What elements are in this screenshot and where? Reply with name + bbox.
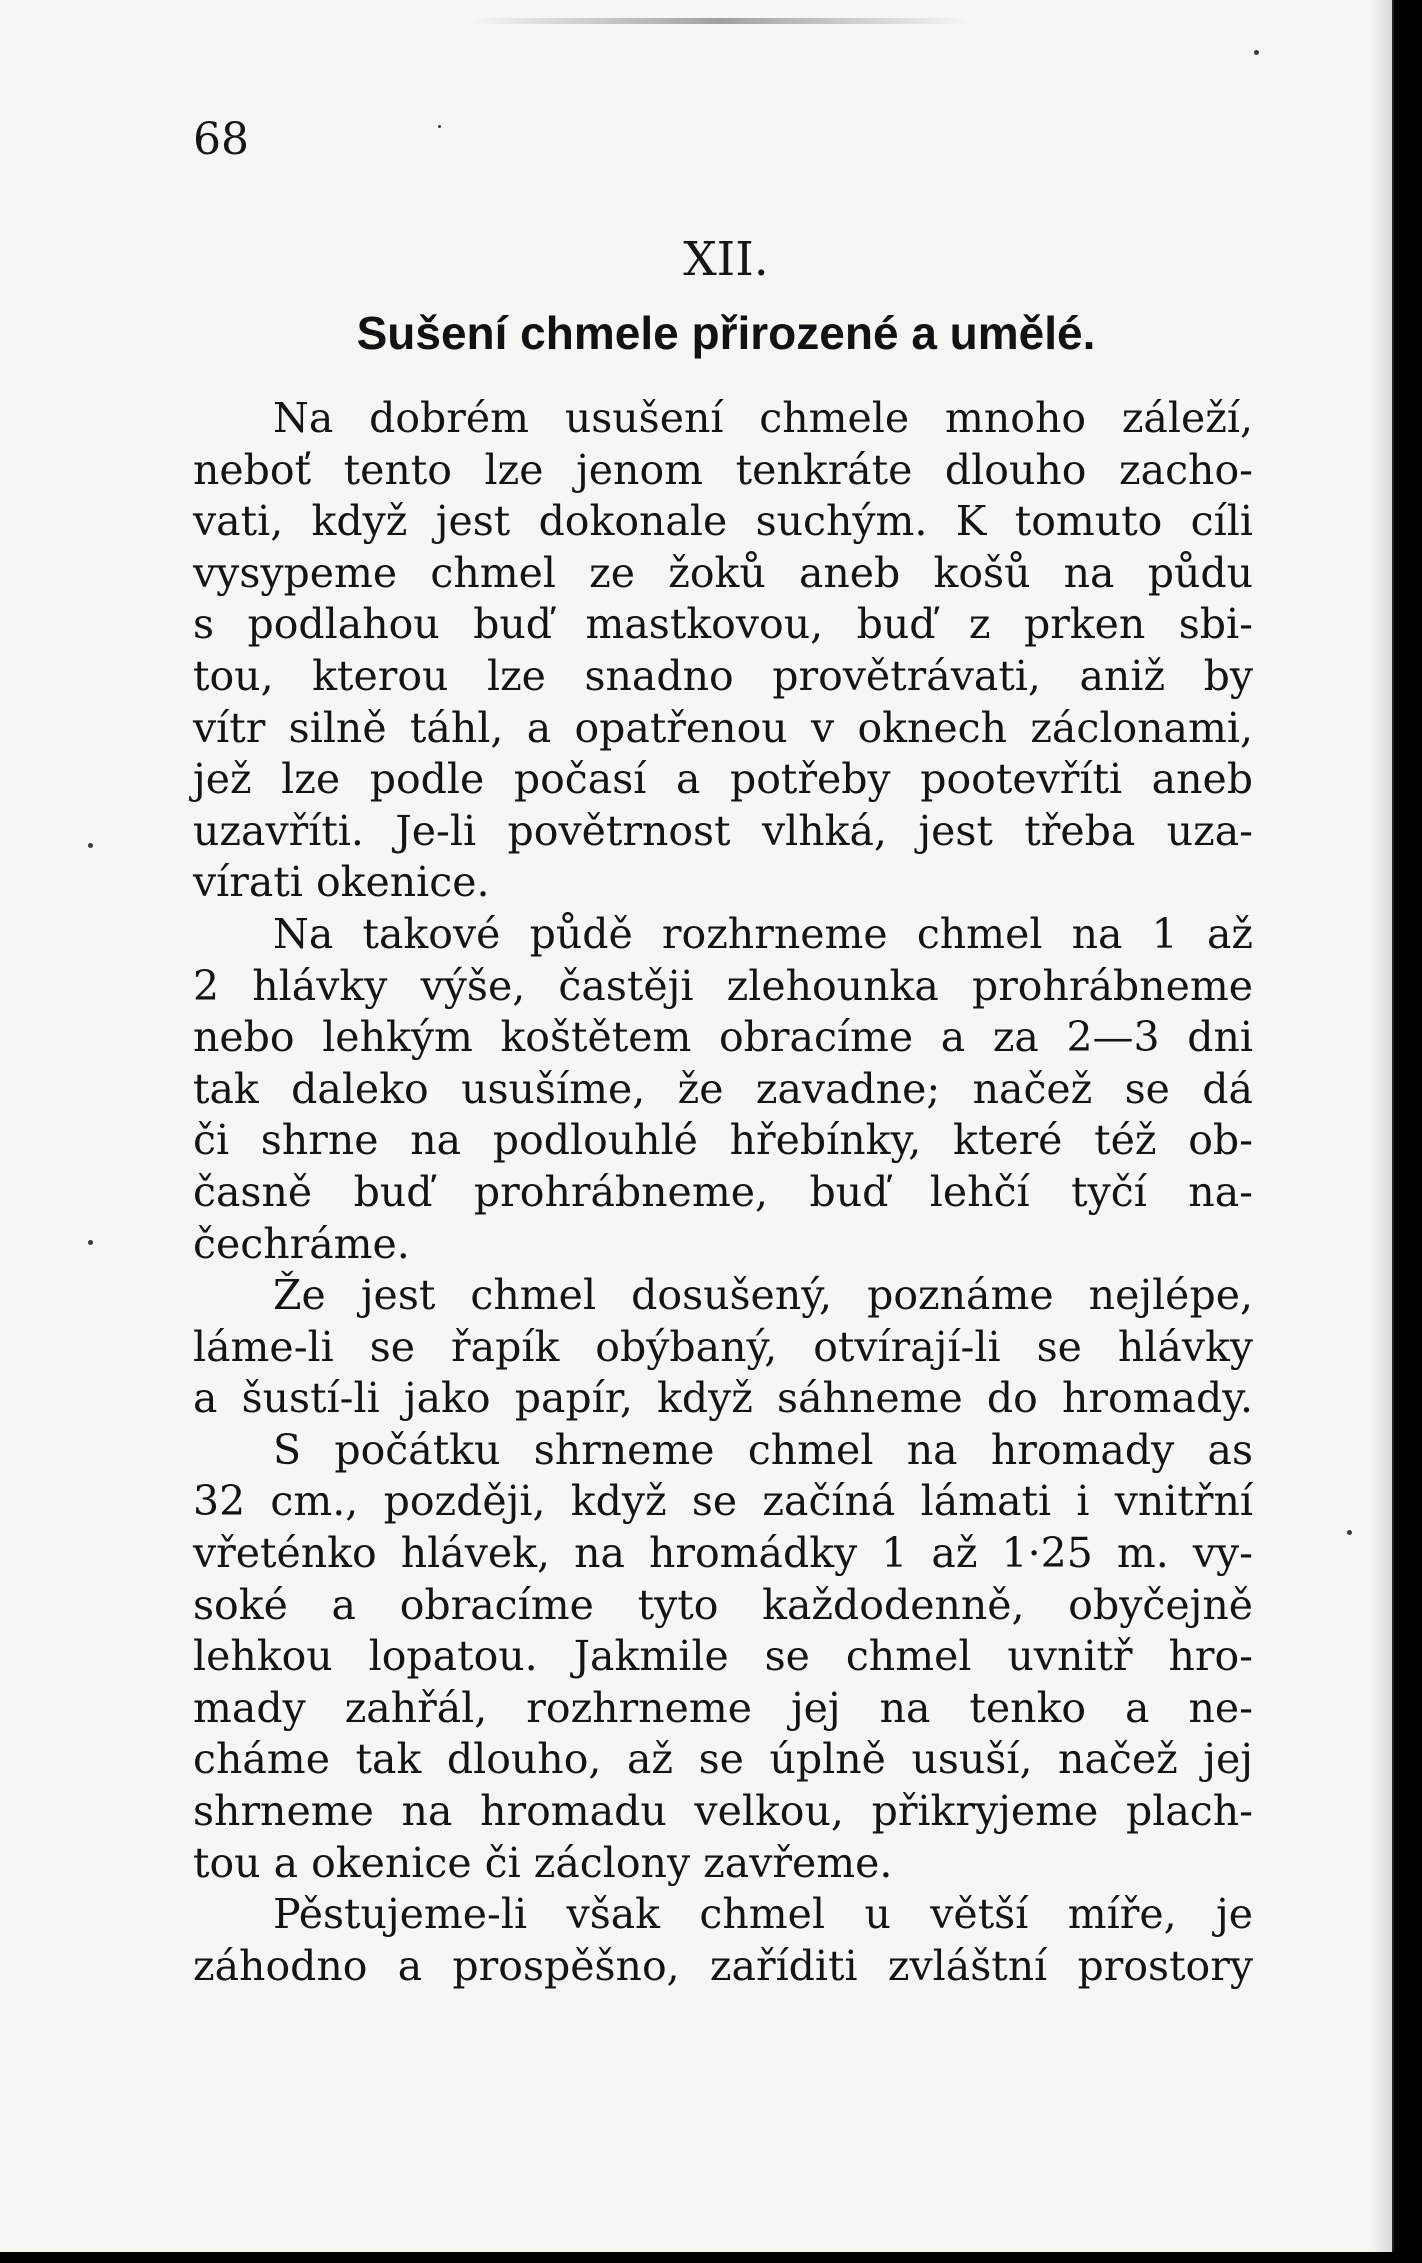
text-line: tou, kterou lze snadno provětrávati, aniž by [193, 651, 1253, 700]
text-line: záhodno a prospěšno, zaříditi zvláštní prostory [193, 1941, 1253, 1990]
text-line: tou a okenice či záclony zavřeme. [193, 1838, 893, 1887]
text-line: jež lze podle počasí a potřeby pootevříti aneb [193, 755, 1253, 804]
text-line: vysypeme chmel ze žoků aneb košů na půdu [193, 548, 1253, 597]
chapter-number: XII. [683, 232, 769, 287]
page-number: 68 [193, 114, 249, 165]
text-line: Pěstujeme-li však chmel u větší míře, je [273, 1890, 1253, 1939]
text-line: vítr silně táhl, a opatřenou v oknech záclonami, [193, 703, 1253, 752]
text-line: cháme tak dlouho, až se úplně usuší, načež jej [193, 1735, 1253, 1784]
scan-speck [1347, 1530, 1352, 1535]
text-line: tak daleko usušíme, že zavadne; načež se dá [193, 1064, 1253, 1113]
text-line: nebo lehkým koštětem obracíme a za 2—3 dni [193, 1013, 1253, 1062]
scan-speck [438, 125, 441, 128]
text-line: Že jest chmel dosušený, poznáme nejlépe, [273, 1271, 1253, 1320]
text-line: Na takové půdě rozhrneme chmel na 1 až [273, 909, 1253, 958]
scan-speck [88, 1240, 93, 1245]
text-line: soké a obracíme tyto každodenně, obyčejně [193, 1580, 1253, 1629]
text-line: uzavříti. Je-li povětrnost vlhká, jest třeba uza- [193, 806, 1253, 855]
text-line: Na dobrém usušení chmele mnoho záleží, [273, 394, 1253, 442]
text-line: vírati okenice. [193, 858, 490, 907]
text-line: mady zahřál, rozhrneme jej na tenko a ne- [193, 1683, 1253, 1732]
scan-speck [88, 843, 93, 848]
text-line: neboť tento lze jenom tenkráte dlouho zacho- [193, 445, 1253, 494]
body-text [193, 393, 1253, 1992]
text-line: lehkou lopatou. Jakmile se chmel uvnitř hro- [193, 1632, 1253, 1681]
text-line: vřeténko hlávek, na hromádky 1 až 1·25 m. vy- [193, 1529, 1253, 1578]
text-line: shrneme na hromadu velkou, přikryjeme plach- [193, 1787, 1253, 1836]
text-line: S počátku shrneme chmel na hromady as [273, 1425, 1253, 1474]
text-line: či shrne na podlouhlé hřebínky, které též ob- [193, 1116, 1253, 1165]
text-line: vati, když jest dokonale suchým. K tomuto cíli [193, 497, 1253, 546]
text-line: 32 cm., později, když se začíná lámati i vnitřní [193, 1477, 1253, 1526]
text-line: čechráme. [193, 1219, 410, 1268]
chapter-title: Sušení chmele přirozené a umělé. [356, 307, 1096, 359]
text-line: láme-li se řapík obýbaný, otvírají-li se hlávky [193, 1322, 1253, 1371]
text-line: časně buď prohrábneme, buď lehčí tyčí na- [193, 1167, 1253, 1216]
text-line: s podlahou buď mastkovou, buď z prken sbi- [193, 600, 1253, 649]
scan-speck [1254, 50, 1259, 55]
scan-smudge [470, 18, 970, 24]
text-line: 2 hlávky výše, častěji zlehounka prohrábneme [193, 961, 1253, 1010]
text-line: a šustí-li jako papír, když sáhneme do hromady. [193, 1374, 1253, 1423]
